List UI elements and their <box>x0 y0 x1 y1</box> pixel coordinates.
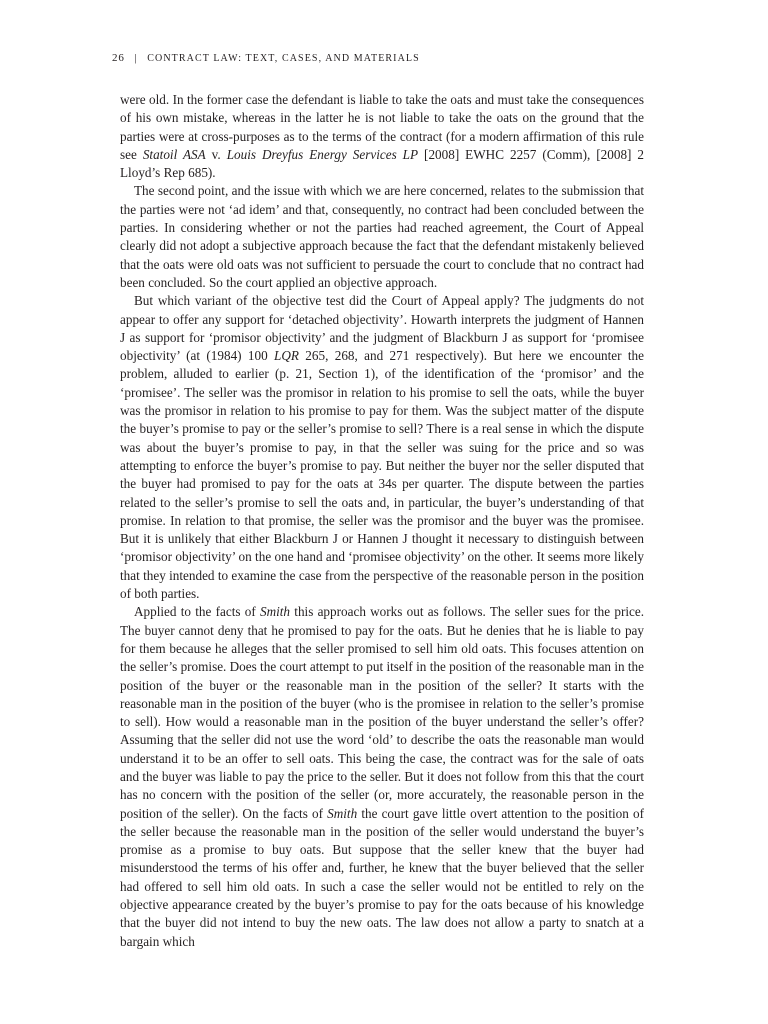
paragraph <box>120 182 644 292</box>
italic-text: Louis Dreyfus Energy Services LP <box>226 146 419 162</box>
italic-text: LQR <box>274 348 299 364</box>
paragraph <box>120 292 644 603</box>
paragraph <box>120 91 644 182</box>
body-text <box>120 91 644 951</box>
header-separator: | <box>134 52 138 64</box>
paragraph-text: this approach works out as follows. The seller sues for the price. The buyer cannot deny that he promised to pay for the oats. But he denies that he is liable to pay for them because he alleges that the seller promised to sell him old oats. This focuses attention on the seller’s promise. Does the court attempt to put itself in the position of the reasonable man in the position of the buyer or the reasonable man in the position of the seller? It starts with the reasonable man in the position of the buyer (who is the promisee in relation to the seller’s promise to sell). How would a reasonable man in the position of the buyer understand the seller’s offer? Assuming that the seller did not use the word ‘old’ to describe the oats the reasonable man would understand it to be an offer to sell oats. This being the case, the contract was for the sale of oats and the buyer was liable to pay the price to the seller. But it does not follow from this that the court has no concern with the position of the seller (or, more accurately, the reasonable person in the position of the seller). On the facts of <box>120 604 645 821</box>
paragraph-text: The second point, and the issue with which we are here concerned, relates to the submission that the parties were not ‘ad idem’ and that, consequently, no contract had been concluded between the parties. In considering whether or not the parties had reached agreement, the Court of Appeal clearly did not adopt a subjective approach because the fact that the defendant mistakenly believed that the oats were old oats was not sufficient to persuade the court to conclude that no contract had been concluded. So the court applied an objective approach. <box>120 183 644 290</box>
paragraph-text: the court gave little overt attention to the position of the seller because the reasonable man in the position of the seller would understand the buyer’s promise as a promise to buy oats. But suppose that the seller knew that the buyer had misunderstood the terms of his offer and, further, he knew that the buyer believed that the seller had offered to sell him old oats. In such a case the seller would not be entitled to rely on the objective appearance created by the buyer’s promise to pay for the oats because of his knowledge that the buyer did not intend to buy the new oats. The law does not allow a party to snatch at a bargain which <box>120 805 644 949</box>
italic-text: Smith <box>327 805 358 821</box>
page-number: 26 <box>112 52 125 64</box>
italic-text: Smith <box>259 604 291 620</box>
paragraph-text: v. <box>205 146 227 162</box>
paragraph-text: [2008] EWHC 2257 (Comm), [2008] 2 Lloyd’s Rep 685). <box>120 146 645 181</box>
paragraph-text: were old. In the former case the defendant is liable to take the oats and must take the consequences of his own mistake, whereas in the latter he is not liable to take the oats on the ground that the parties were at cross-purposes as to the terms of the contract (for a modern affirmation of this rule see <box>120 92 644 162</box>
paragraph-text: Applied to the facts of <box>134 604 260 620</box>
running-header <box>112 52 672 64</box>
paragraph <box>120 603 644 951</box>
italic-text: Statoil ASA <box>142 146 206 162</box>
running-title: CONTRACT LAW: TEXT, CASES, AND MATERIALS <box>147 53 420 64</box>
paragraph-text: 265, 268, and 271 respectively). But here we encounter the problem, alluded to earlier (p. 21, Section 1), of the identification of the ‘promisor’ and the ‘promisee’. The seller was the promisor in relation to his promise to sell the oats, while the buyer was the promisor in relation to his promise to pay for them. Was the subject matter of the dispute the buyer’s promise to pay or the seller’s promise to sell? There is a real sense in which the dispute was about the buyer’s promise to pay, in that the seller was suing for the price and so was attempting to enforce the buyer’s promise to pay. But neither the buyer nor the seller disputed that the buyer had promised to pay for the oats at 34s per quarter. The dispute between the parties related to the seller’s promise to sell the oats and, in particular, the buyer’s understanding of that promise. In relation to that promise, the seller was the promisor and the buyer was the promisee. But it is unlikely that either Blackburn J or Hannen J thought it necessary to distinguish between ‘promisor objectivity’ on the one hand and ‘promisee objectivity’ on the other. It seems more likely that they intended to examine the case from the perspective of the reasonable person in the position of both parties. <box>120 348 644 602</box>
paragraph-text: But which variant of the objective test did the Court of Appeal apply? The judgments do not appear to offer any support for ‘detached objectivity’. Howarth interprets the judgment of Hannen J as support for ‘promisor objectivity’ and the judgment of Blackburn J as support for ‘promisee objectivity’ (at (1984) 100 <box>120 293 644 364</box>
